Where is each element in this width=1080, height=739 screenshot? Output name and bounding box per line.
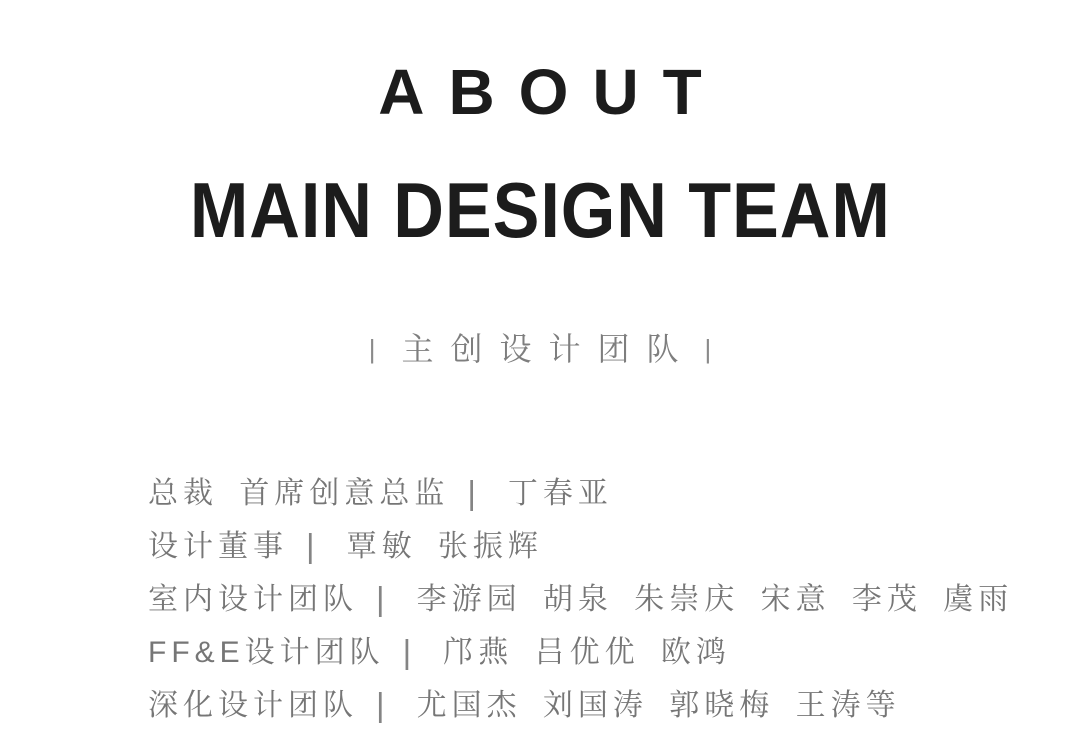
- team-names: 尤国杰 刘国涛 郭晓梅 王涛等: [416, 689, 901, 722]
- team-row: [148, 519, 1080, 572]
- team-role: FF&E设计团队: [148, 636, 385, 669]
- team-names: 覃敏 张振辉: [346, 530, 543, 563]
- team-list: [0, 466, 1080, 731]
- subtitle-divider-left: |: [368, 334, 376, 364]
- divider-bar: |: [376, 580, 390, 617]
- team-row: [148, 678, 1080, 731]
- subtitle-divider-right: |: [704, 334, 712, 364]
- team-row: [148, 466, 1080, 519]
- team-role: 设计董事: [148, 530, 288, 563]
- team-role: 总裁 首席创意总监: [148, 477, 450, 510]
- divider-bar: |: [306, 527, 320, 564]
- title-main-design-team: MAIN DESIGN TEAM: [189, 166, 891, 254]
- title-main-design-team-wrap: [0, 166, 1080, 273]
- team-names: 李游园 胡泉 朱崇庆 宋意 李茂 虞雨: [416, 583, 1014, 616]
- divider-bar: |: [402, 633, 417, 670]
- team-names: 邝燕 吕优优 欧鸿: [443, 636, 731, 669]
- team-row: [148, 572, 1080, 625]
- title-about: ABOUT: [378, 56, 726, 128]
- divider-bar: |: [376, 686, 390, 723]
- team-row: [148, 625, 1080, 678]
- team-names: 丁春亚: [507, 477, 613, 510]
- subtitle-text: 主创设计团队: [401, 331, 696, 367]
- divider-bar: |: [467, 474, 481, 511]
- team-role: 深化设计团队: [148, 689, 358, 722]
- team-role: 室内设计团队: [148, 583, 358, 616]
- subtitle-cn: [0, 329, 1080, 376]
